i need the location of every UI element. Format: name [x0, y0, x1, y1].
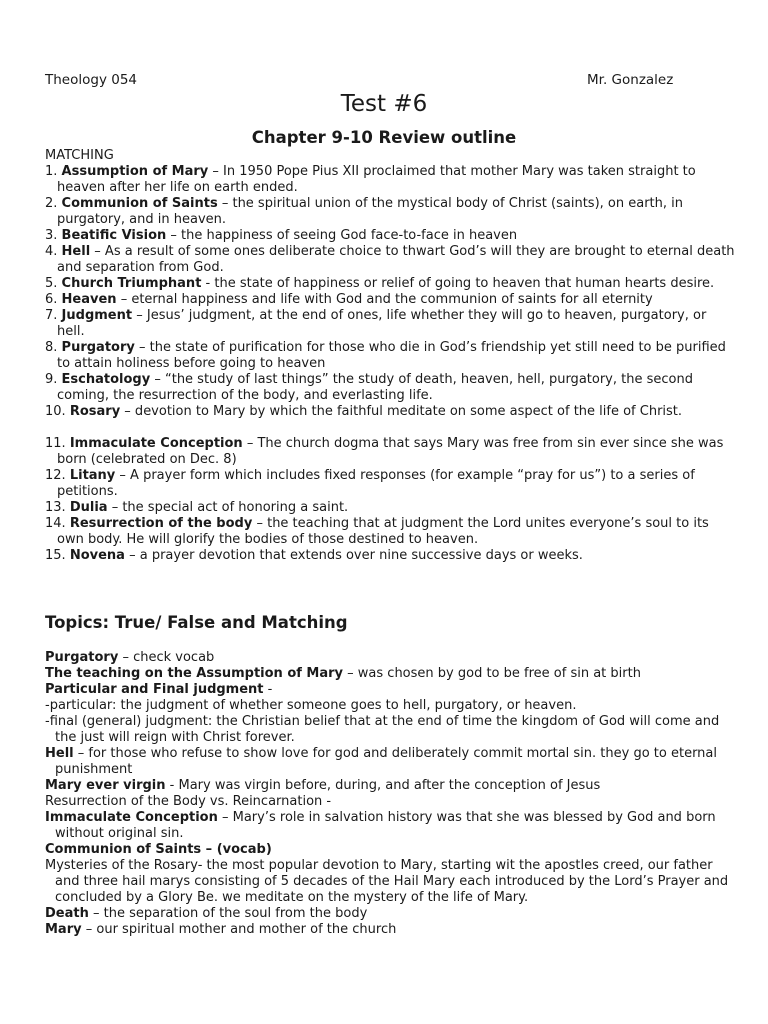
topic-term: Death — [45, 906, 89, 921]
topic-text: - — [263, 682, 273, 697]
topic-line — [45, 906, 735, 922]
vocab-item: 4. Hell – As a result of some ones deliberate choice to thwart God’s will they are brought to eternal death and separation from God. — [45, 244, 735, 275]
vocab-item: 14. Resurrection of the body – the teaching that at judgment the Lord unites everyone’s soul to its own body. He will glorify the bodies of those destined to heaven. — [45, 516, 709, 547]
vocab-term: Resurrection of the body — [69, 516, 253, 531]
matching-label: MATCHING — [45, 148, 114, 163]
topic-line — [45, 666, 735, 682]
topic-text: – our spiritual mother and mother of the church — [81, 922, 397, 937]
vocab-term: Dulia — [69, 500, 108, 515]
vocab-item: 8. Purgatory – the state of purification for those who die in God’s friendship yet still need to be purified to attain holiness before going to heaven — [45, 340, 726, 371]
vocab-term: Immaculate Conception — [69, 436, 243, 451]
vocab-item: 6. Heaven – eternal happiness and life with God and the communion of saints for all eternity — [45, 292, 653, 307]
topic-text: – was chosen by god to be free of sin at birth — [343, 666, 641, 681]
topic-term: Immaculate Conception — [45, 810, 218, 825]
vocab-item: 11. Immaculate Conception – The church dogma that says Mary was free from sin ever since she was born (celebrated on Dec. 8) — [45, 436, 724, 467]
course-name: Theology 054 — [45, 72, 137, 88]
vocab-definition: – devotion to Mary by which the faithful meditate on some aspect of the life of Christ. — [120, 404, 683, 419]
vocab-term: Heaven — [61, 292, 117, 307]
vocab-term: Judgment — [61, 308, 133, 323]
vocab-item: 5. Church Triumphant - the state of happiness or relief of going to heaven that human hearts desire. — [45, 276, 715, 291]
topic-term: Particular and Final judgment — [45, 682, 264, 697]
topic-text: -particular: the judgment of whether someone goes to hell, purgatory, or heaven. — [45, 698, 577, 713]
topic-line — [45, 922, 735, 938]
vocab-item: 1. Assumption of Mary – In 1950 Pope Pius XII proclaimed that mother Mary was taken straight to heaven after her life on earth ended. — [45, 164, 696, 195]
topic-text: - Mary was virgin before, during, and after the conception of Jesus — [165, 778, 601, 793]
vocab-definition: – the happiness of seeing God face-to-face in heaven — [166, 228, 518, 243]
vocab-term: Eschatology — [61, 372, 151, 387]
topic-term: Purgatory — [45, 650, 119, 665]
topic-text: – for those who refuse to show love for god and deliberately commit mortal sin. they go to eternal punishment — [55, 746, 718, 777]
vocab-definition: – a prayer devotion that extends over nine successive days or weeks. — [124, 548, 583, 563]
topic-text: – check vocab — [118, 650, 215, 665]
vocab-item: 2. Communion of Saints – the spiritual union of the mystical body of Christ (saints), on earth, in purgatory, and in heaven. — [45, 196, 683, 227]
vocab-term: Church Triumphant — [61, 276, 202, 291]
page-subtitle: Chapter 9-10 Review outline — [251, 128, 517, 147]
topic-text: -final (general) judgment: the Christian belief that at the end of time the kingdom of God will come and the just will reign with Christ forever. — [45, 714, 720, 745]
topics-list — [45, 650, 735, 938]
vocab-definition: – “the study of last things” the study of death, heaven, hell, purgatory, the second coming, the resurrection of the body, and everlasting life. — [57, 372, 693, 403]
vocab-definition: – Jesus’ judgment, at the end of ones, life whether they will go to heaven, purgatory, or hell. — [57, 308, 707, 339]
vocab-definition: – A prayer form which includes fixed responses (for example “pray for us”) to a series of petitions. — [57, 468, 695, 499]
vocab-definition: – the special act of honoring a saint. — [107, 500, 349, 515]
vocab-item: 15. Novena – a prayer devotion that extends over nine successive days or weeks. — [45, 548, 583, 563]
vocab-definition: – the teaching that at judgment the Lord unites everyone’s soul to its own body. He will glorify the bodies of those destined to heaven. — [57, 516, 709, 547]
vocab-definition: – the spiritual union of the mystical body of Christ (saints), on earth, in purgatory, and in heaven. — [57, 196, 683, 227]
vocab-term: Novena — [69, 548, 125, 563]
vocab-item: 3. Beatific Vision – the happiness of seeing God face-to-face in heaven — [45, 228, 518, 243]
topic-term: Communion of Saints – (vocab) — [45, 842, 272, 857]
vocab-item: 7. Judgment – Jesus’ judgment, at the end of ones, life whether they will go to heaven, purgatory, or hell. — [45, 308, 707, 339]
vocab-term: Rosary — [69, 404, 121, 419]
vocab-definition: – the state of purification for those who die in God’s friendship yet still need to be purified to attain holiness before going to heaven — [57, 340, 726, 371]
vocab-item: 13. Dulia – the special act of honoring a saint. — [45, 500, 349, 515]
topic-term: Hell — [45, 746, 74, 761]
teacher-name: Mr. Gonzalez — [587, 72, 674, 88]
topic-text: – the separation of the soul from the body — [88, 906, 368, 921]
topic-text: Mysteries of the Rosary- the most popular devotion to Mary, starting wit the apostles creed, our father and three hail marys consisting of 5 decades of the Hail Mary each introduced by the Lord’s Prayer and concluded by a Glory Be. we meditate on the mystery of the life of Mary. — [45, 858, 729, 905]
vocab-term: Beatific Vision — [61, 228, 167, 243]
vocab-item: 10. Rosary – devotion to Mary by which the faithful meditate on some aspect of the life of Christ. — [45, 404, 683, 419]
vocab-term: Purgatory — [61, 340, 135, 355]
topic-line — [45, 778, 735, 794]
topic-line — [45, 746, 735, 778]
topics-heading: Topics: True/ False and Matching — [45, 613, 348, 632]
page-title: Test #6 — [340, 91, 428, 117]
topic-line — [45, 810, 735, 842]
vocab-term: Litany — [69, 468, 116, 483]
vocab-term: Hell — [61, 244, 91, 259]
topic-term: Mary — [45, 922, 82, 937]
vocab-term: Assumption of Mary — [61, 164, 209, 179]
topic-line — [45, 650, 735, 666]
vocab-definition: – In 1950 Pope Pius XII proclaimed that mother Mary was taken straight to heaven after her life on earth ended. — [57, 164, 696, 195]
vocab-definition: – eternal happiness and life with God and the communion of saints for all eternity — [116, 292, 653, 307]
vocab-term: Communion of Saints — [61, 196, 218, 211]
vocab-list — [45, 148, 735, 564]
topic-text: Resurrection of the Body vs. Reincarnation - — [45, 794, 332, 809]
vocab-item: 9. Eschatology – “the study of last things” the study of death, heaven, hell, purgatory, the second coming, the resurrection of the body, and everlasting life. — [45, 372, 693, 403]
topic-text: – Mary’s role in salvation history was that she was blessed by God and born without original sin. — [55, 810, 716, 841]
vocab-definition: - the state of happiness or relief of going to heaven that human hearts desire. — [201, 276, 715, 291]
topic-line — [45, 714, 735, 746]
topic-line — [45, 794, 735, 810]
vocab-item: 12. Litany – A prayer form which includes fixed responses (for example “pray for us”) to a series of petitions. — [45, 468, 695, 499]
topic-term: Mary ever virgin — [45, 778, 166, 793]
topic-line — [45, 698, 735, 714]
topic-line — [45, 842, 735, 858]
topic-line — [45, 682, 735, 698]
vocab-definition: – As a result of some ones deliberate choice to thwart God’s will they are brought to eternal death and separation from God. — [57, 244, 735, 275]
vocab-definition: – The church dogma that says Mary was free from sin ever since she was born (celebrated on Dec. 8) — [57, 436, 724, 467]
topic-term: The teaching on the Assumption of Mary — [45, 666, 344, 681]
topic-line — [45, 858, 735, 906]
